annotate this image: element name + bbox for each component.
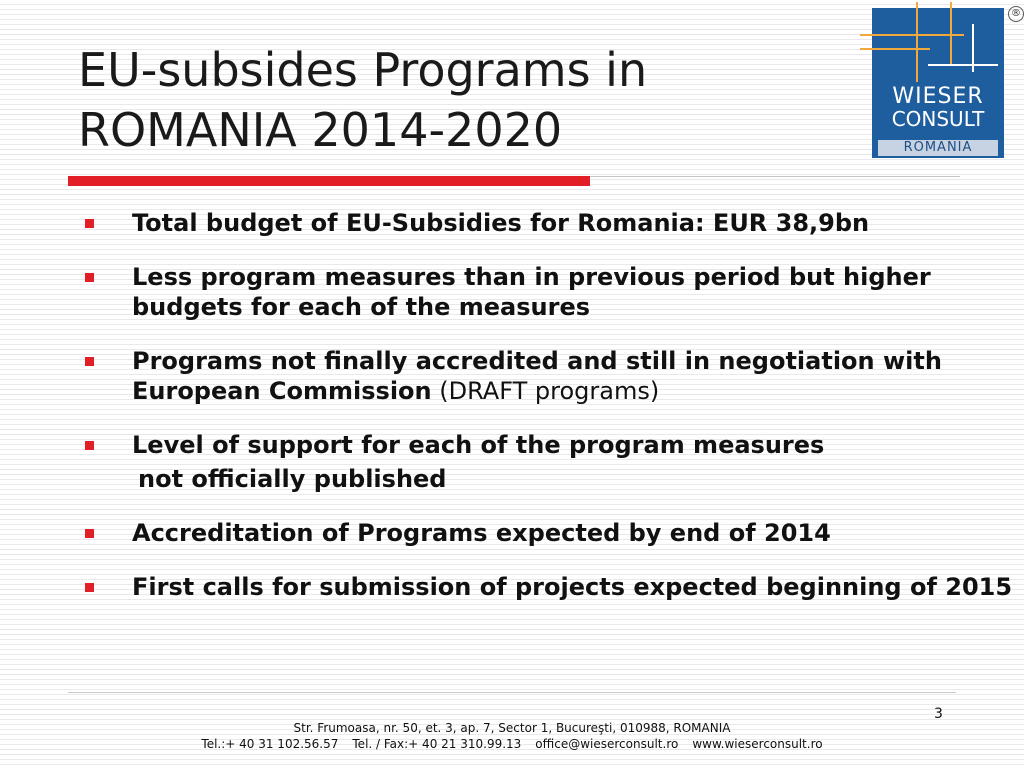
bullet-item	[82, 346, 1018, 406]
bullet-text: First calls for submission of projects expected beginning of 2015	[132, 573, 1013, 601]
footer-email-link[interactable]: office@wieserconsult.ro	[535, 737, 679, 751]
page-number: 3	[934, 706, 943, 722]
footer-address: Str. Frumoasa, nr. 50, et. 3, ap. 7, Sector 1, Bucureşti, 010988, ROMANIA	[293, 721, 731, 735]
logo-line	[950, 2, 952, 66]
footer-fax: Tel. / Fax:+ 40 21 310.99.13	[352, 737, 522, 751]
logo-line	[860, 34, 964, 36]
bullet-item	[82, 572, 1018, 602]
square-bullet-icon	[85, 441, 94, 450]
logo-line	[860, 48, 930, 50]
bullet-list	[82, 208, 1018, 626]
square-bullet-icon	[85, 529, 94, 538]
bullet-item	[82, 208, 1018, 238]
bullet-text: Programs not finally accredited and still in negotiation with European Commission	[132, 347, 942, 405]
bullet-text: Total budget of EU-Subsidies for Romania: EUR 38,9bn	[132, 209, 870, 237]
logo-text-consult: CONSULT	[891, 107, 985, 131]
logo-text-wieser: WIESER	[892, 84, 984, 109]
registered-mark-icon: ®	[1008, 6, 1024, 22]
square-bullet-icon	[85, 357, 94, 366]
footer	[0, 720, 1024, 752]
footer-contacts	[0, 736, 1024, 752]
bullet-item	[82, 518, 1018, 548]
logo-text-romania: ROMANIA	[878, 140, 998, 156]
logo-line	[928, 64, 998, 66]
bullet-item	[82, 262, 1018, 322]
bullet-text-normal: (DRAFT programs)	[431, 377, 660, 405]
bullet-text: Accreditation of Programs expected by end of 2014	[132, 519, 831, 547]
square-bullet-icon	[85, 219, 94, 228]
wieser-consult-logo	[872, 8, 1004, 158]
square-bullet-icon	[85, 583, 94, 592]
slide-title	[78, 40, 838, 160]
bullet-item	[82, 430, 1018, 494]
footer-web-link[interactable]: www.wieserconsult.ro	[692, 737, 823, 751]
logo-line	[916, 2, 918, 82]
title-line-2: ROMANIA 2014-2020	[78, 103, 563, 157]
bullet-continuation: not officially published	[138, 465, 447, 493]
footer-tel: Tel.:+ 40 31 102.56.57	[201, 737, 339, 751]
square-bullet-icon	[85, 273, 94, 282]
footer-divider	[68, 692, 956, 693]
title-line-1: EU-subsides Programs in	[78, 43, 648, 97]
title-underline-thin	[590, 176, 960, 177]
bullet-text: Less program measures than in previous period but higher budgets for each of the measures	[132, 263, 931, 321]
bullet-text: Level of support for each of the program measures	[132, 431, 825, 459]
title-underline-red	[68, 176, 590, 186]
